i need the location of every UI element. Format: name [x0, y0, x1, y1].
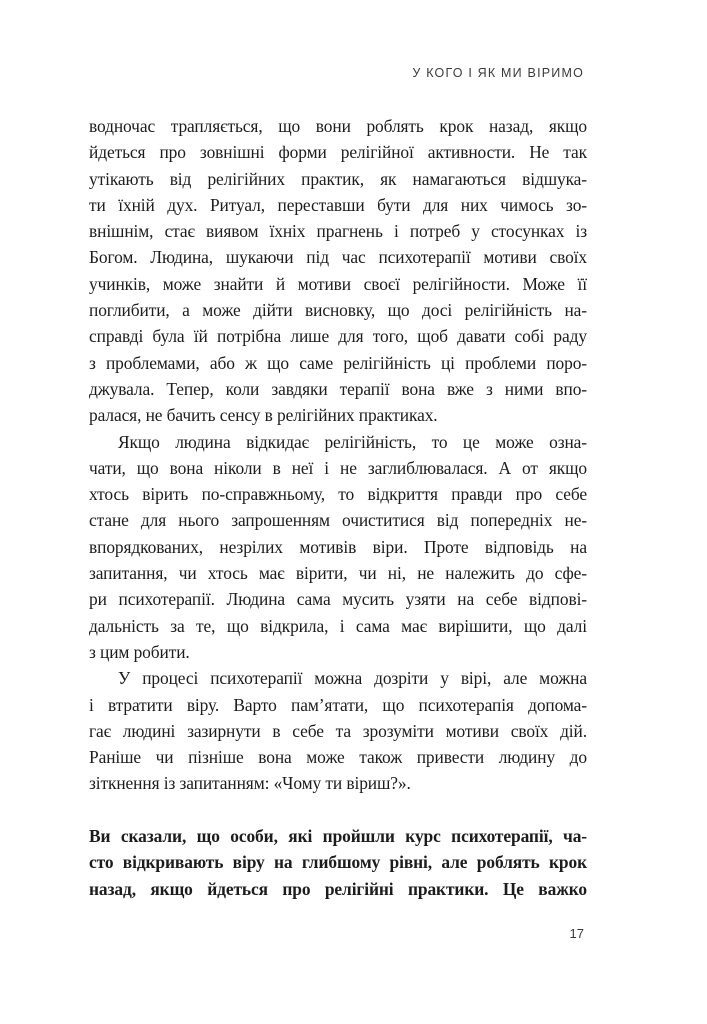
text-line: Якщо людина відкидає релігійність, то це може озна- [118, 431, 587, 452]
text-line: хтось вірить по-справжньому, то відкриття правди про себе [89, 484, 587, 505]
text-line: зіткнення із запитанням: «Чому ти віриш?». [89, 773, 411, 794]
section-gap [89, 797, 587, 823]
text-line: Ви сказали, що особи, які пройшли курс психотерапії, ча- [89, 826, 587, 847]
text-line: з цим робити. [89, 641, 190, 662]
text-line: Раніше чи пізніше вона може також привести людину до [89, 747, 587, 768]
text-line: джувала. Тепер, коли завдяки терапії вона вже з ними впо- [89, 378, 587, 399]
text-line: впорядкованих, незрілих мотивів віри. Проте відповідь на [89, 536, 587, 557]
text-line: з проблемами, або ж що саме релігійність ці проблеми поро- [89, 352, 587, 373]
text-line: сто відкривають віру на глибшому рівні, але роблять крок [89, 852, 587, 873]
paragraph-3 [89, 665, 587, 796]
text-line: ти їхній дух. Ритуал, переставши бути для них чимось зо- [89, 194, 587, 215]
text-line: учинків, може знайти й мотиви своєї релігійности. Може її [89, 273, 587, 294]
text-line: Богом. Людина, шукаючи під час психотерапії мотиви своїх [89, 247, 587, 268]
text-line: запитання, чи хтось має вірити, чи ні, не належить до сфе- [89, 563, 587, 584]
text-line: поглибити, а може дійти висновку, що досі релігійність на- [89, 300, 587, 321]
interview-question [89, 823, 587, 902]
page-number: 17 [569, 926, 584, 941]
text-line: дальність за те, що відкрила, і сама має вирішити, що далі [89, 615, 587, 636]
text-line: внішнім, стає виявом їхніх прагнень і потреб у стосунках із [89, 221, 587, 242]
text-line: ралася, не бачить сенсу в релігійних практиках. [89, 405, 438, 426]
paragraph-1 [89, 113, 587, 429]
text-line: і втратити віру. Варто пам’ятати, що психотерапія допома- [89, 694, 587, 715]
page-text [89, 113, 587, 902]
text-line: чати, що вона ніколи в неї і не заглиблювалася. А от якщо [89, 457, 587, 478]
text-line: справді була їй потрібна лише для того, щоб давати собі раду [89, 326, 587, 347]
text-line: водночас трапляється, що вони роблять крок назад, якщо [89, 116, 587, 136]
running-header: У КОГО І ЯК МИ ВІРИМО [412, 66, 584, 80]
text-line: У процесі психотерапії можна дозріти у вірі, але можна [118, 668, 587, 689]
text-line: назад, якщо йдеться про релігійні практики. Це важко [89, 878, 587, 899]
text-line: ри психотерапії. Людина сама мусить узяти на себе відпові- [89, 589, 587, 610]
text-line: йдеться про зовнішні форми релігійної активности. Не так [89, 142, 587, 163]
text-line: стане для нього запрошенням очиститися від попередніх не- [89, 510, 587, 531]
paragraph-2 [89, 429, 587, 666]
text-line: гає людині зазирнути в себе та зрозуміти мотиви своїх дій. [89, 720, 587, 741]
text-line: утікають від релігійних практик, як намагаються відшука- [89, 168, 587, 189]
